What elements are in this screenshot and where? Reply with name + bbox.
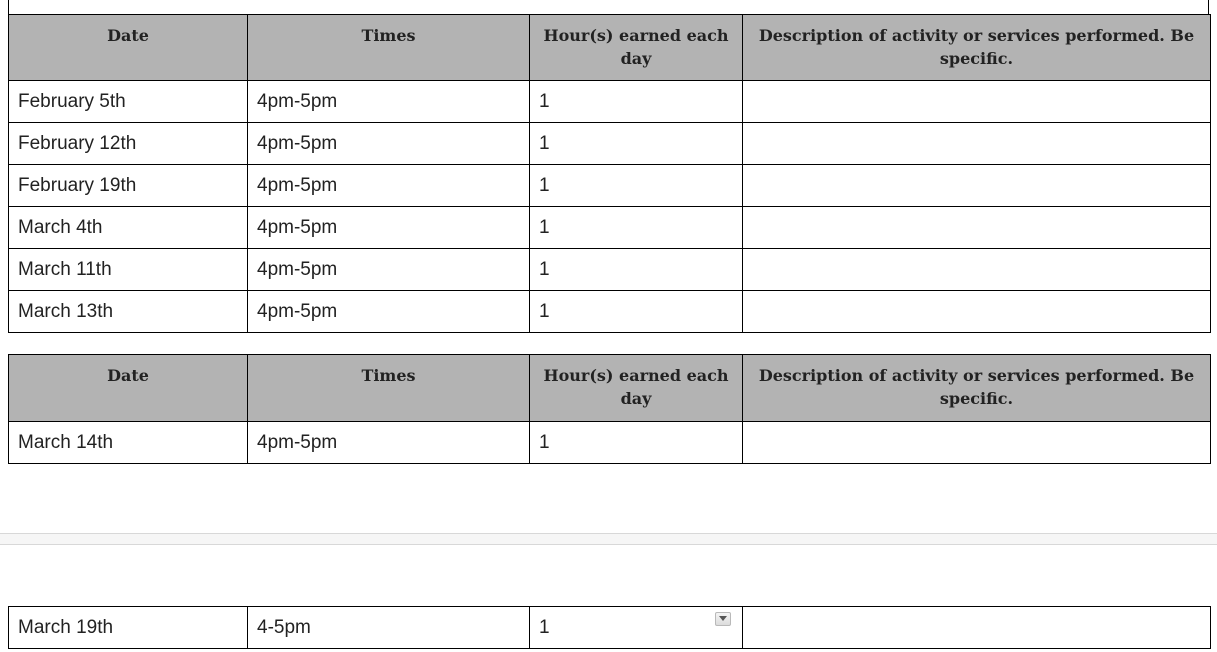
times-cell[interactable]: 4-5pm	[248, 607, 530, 649]
date-cell[interactable]: March 19th	[9, 607, 248, 649]
table-row	[9, 123, 1211, 165]
date-cell[interactable]: February 5th	[9, 81, 248, 123]
hours-cell[interactable]: 1	[530, 249, 743, 291]
page-break	[0, 533, 1217, 545]
hours-cell[interactable]: 1	[530, 422, 743, 464]
description-cell[interactable]	[743, 207, 1211, 249]
description-cell[interactable]	[743, 81, 1211, 123]
table-header-row	[9, 355, 1211, 422]
description-cell[interactable]	[743, 249, 1211, 291]
hours-log-table	[8, 14, 1211, 333]
hours-value: 1	[539, 616, 550, 638]
table-header-row	[9, 15, 1211, 81]
hours-cell[interactable]: 1	[530, 291, 743, 333]
description-cell[interactable]	[743, 607, 1211, 649]
description-cell[interactable]	[743, 165, 1211, 207]
hours-cell[interactable]: 1	[530, 123, 743, 165]
hours-cell[interactable]	[530, 607, 743, 649]
description-cell[interactable]	[743, 422, 1211, 464]
previous-table-edge	[8, 0, 1209, 14]
header-date[interactable]: Date	[9, 355, 248, 422]
hours-cell[interactable]: 1	[530, 207, 743, 249]
header-date[interactable]: Date	[9, 15, 248, 81]
header-times[interactable]: Times	[248, 355, 530, 422]
date-cell[interactable]: February 12th	[9, 123, 248, 165]
header-hours[interactable]: Hour(s) earned each day	[530, 15, 743, 81]
times-cell[interactable]: 4pm-5pm	[248, 165, 530, 207]
date-cell[interactable]: March 14th	[9, 422, 248, 464]
times-cell[interactable]: 4pm-5pm	[248, 291, 530, 333]
times-cell[interactable]: 4pm-5pm	[248, 81, 530, 123]
chevron-down-icon	[719, 616, 727, 621]
hours-log-table	[8, 354, 1211, 464]
hours-log-table	[8, 606, 1211, 649]
times-cell[interactable]: 4pm-5pm	[248, 123, 530, 165]
header-times[interactable]: Times	[248, 15, 530, 81]
times-cell[interactable]: 4pm-5pm	[248, 422, 530, 464]
header-description[interactable]: Description of activity or services performed. Be specific.	[743, 15, 1211, 81]
description-cell[interactable]	[743, 123, 1211, 165]
table-row	[9, 81, 1211, 123]
date-cell[interactable]: March 4th	[9, 207, 248, 249]
hours-cell[interactable]: 1	[530, 81, 743, 123]
hours-cell[interactable]: 1	[530, 165, 743, 207]
times-cell[interactable]: 4pm-5pm	[248, 249, 530, 291]
header-hours[interactable]: Hour(s) earned each day	[530, 355, 743, 422]
table-row	[9, 165, 1211, 207]
description-cell[interactable]	[743, 291, 1211, 333]
date-cell[interactable]: February 19th	[9, 165, 248, 207]
table-row	[9, 607, 1211, 649]
cell-menu-button[interactable]	[715, 612, 731, 626]
table-row	[9, 291, 1211, 333]
times-cell[interactable]: 4pm-5pm	[248, 207, 530, 249]
table-row	[9, 249, 1211, 291]
table-row	[9, 207, 1211, 249]
header-description[interactable]: Description of activity or services performed. Be specific.	[743, 355, 1211, 422]
table-row	[9, 422, 1211, 464]
date-cell[interactable]: March 13th	[9, 291, 248, 333]
date-cell[interactable]: March 11th	[9, 249, 248, 291]
